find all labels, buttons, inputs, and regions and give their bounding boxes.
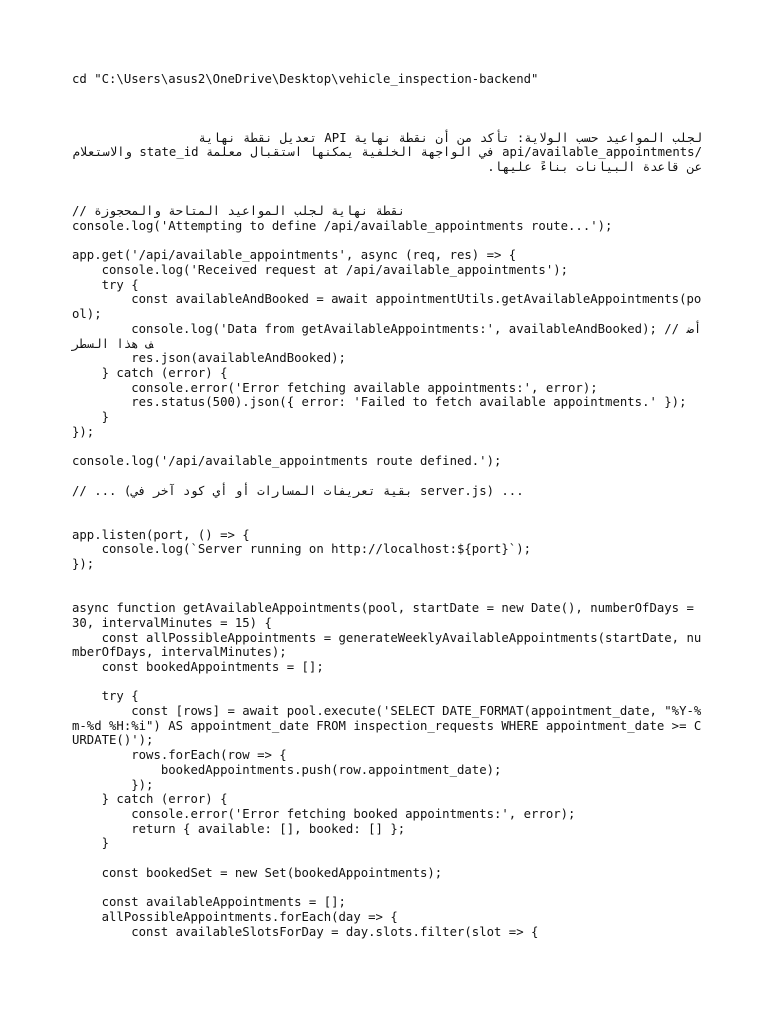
- code-block-listen: [72, 528, 702, 572]
- code-line: console.error('Error fetching booked appointments:', error);: [72, 806, 576, 821]
- code-line: return { available: [], booked: [] };: [72, 821, 406, 836]
- code-line: try {: [72, 689, 139, 704]
- code-line: }: [72, 410, 110, 425]
- document-body: [65, 72, 702, 939]
- code-block-routes: [72, 204, 702, 498]
- code-line: [72, 439, 702, 454]
- code-line: bookedAppointments.push(row.appointment_date);: [72, 762, 502, 777]
- code-line: const bookedSet = new Set(bookedAppointments);: [72, 865, 443, 880]
- code-line: const allPossibleAppointments = generateWeeklyAvailableAppointments(startDate, numberOfDays, intervalMinutes);: [72, 630, 702, 660]
- code-line: res.json(availableAndBooked);: [72, 351, 346, 366]
- code-line: console.error('Error fetching available appointments:', error);: [72, 380, 598, 395]
- code-line: try {: [72, 277, 139, 292]
- code-line: [72, 234, 702, 249]
- path-line: cd "C:\Users\asus2\OneDrive\Desktop\vehicle_inspection-backend": [72, 72, 539, 86]
- code-line: });: [72, 777, 154, 792]
- code-line: const [rows] = await pool.execute('SELECT DATE_FORMAT(appointment_date, "%Y-%m-%d %H:%i") AS appointment_date FROM inspection_requests WHERE appointment_date >= CURDATE()');: [72, 704, 702, 748]
- code-line: const bookedAppointments = [];: [72, 659, 324, 674]
- code-line: async function getAvailableAppointments(pool, startDate = new Date(), numberOfDays = 30, intervalMinutes = 15) {: [72, 601, 702, 630]
- code-line: allPossibleAppointments.forEach(day => {: [72, 909, 398, 924]
- code-line: console.log('Attempting to define /api/available_appointments route...');: [72, 218, 613, 233]
- arabic-note: لجلب المواعيد حسب الولاية: تأكد من أن نقطة نهاية API تعديل نقطة نهاية /api/available_appointments في الواجهة الخلفية يمكنها استقبال معلمة state_id والاستعلام عن قاعدة البيانات بناءً عليها.: [65, 130, 702, 175]
- code-line: [72, 880, 702, 895]
- code-line: const availableAppointments = [];: [72, 895, 346, 910]
- code-line: app.listen(port, () => {: [72, 527, 250, 542]
- code-line: const availableAndBooked = await appointmentUtils.getAvailableAppointments(pool);: [72, 292, 702, 322]
- code-line: [72, 851, 702, 866]
- code-line: // ... (بقية تعريفات المسارات أو أي كود آخر في server.js) ...: [72, 483, 524, 498]
- code-line: } catch (error) {: [72, 792, 228, 807]
- code-block-function: [72, 601, 702, 939]
- code-line: [72, 675, 702, 690]
- code-line: app.get('/api/available_appointments', async (req, res) => {: [72, 248, 517, 263]
- code-line: // نقطة نهاية لجلب المواعيد المتاحة والمحجوزة: [72, 204, 406, 219]
- code-line: console.log('Data from getAvailableAppointments:', availableAndBooked); // أضف هذا السطر: [72, 321, 702, 351]
- code-line: console.log(`Server running on http://localhost:${port}`);: [72, 542, 532, 557]
- code-line: [72, 469, 702, 484]
- code-line: }: [72, 836, 110, 851]
- code-line: });: [72, 424, 95, 439]
- code-line: console.log('Received request at /api/available_appointments');: [72, 263, 569, 278]
- code-line: } catch (error) {: [72, 365, 228, 380]
- code-line: const availableSlotsForDay = day.slots.filter(slot => {: [72, 924, 539, 939]
- code-line: console.log('/api/available_appointments route defined.');: [72, 454, 502, 469]
- code-line: res.status(500).json({ error: 'Failed to fetch available appointments.' });: [72, 395, 687, 410]
- code-line: });: [72, 557, 95, 572]
- code-line: rows.forEach(row => {: [72, 748, 287, 763]
